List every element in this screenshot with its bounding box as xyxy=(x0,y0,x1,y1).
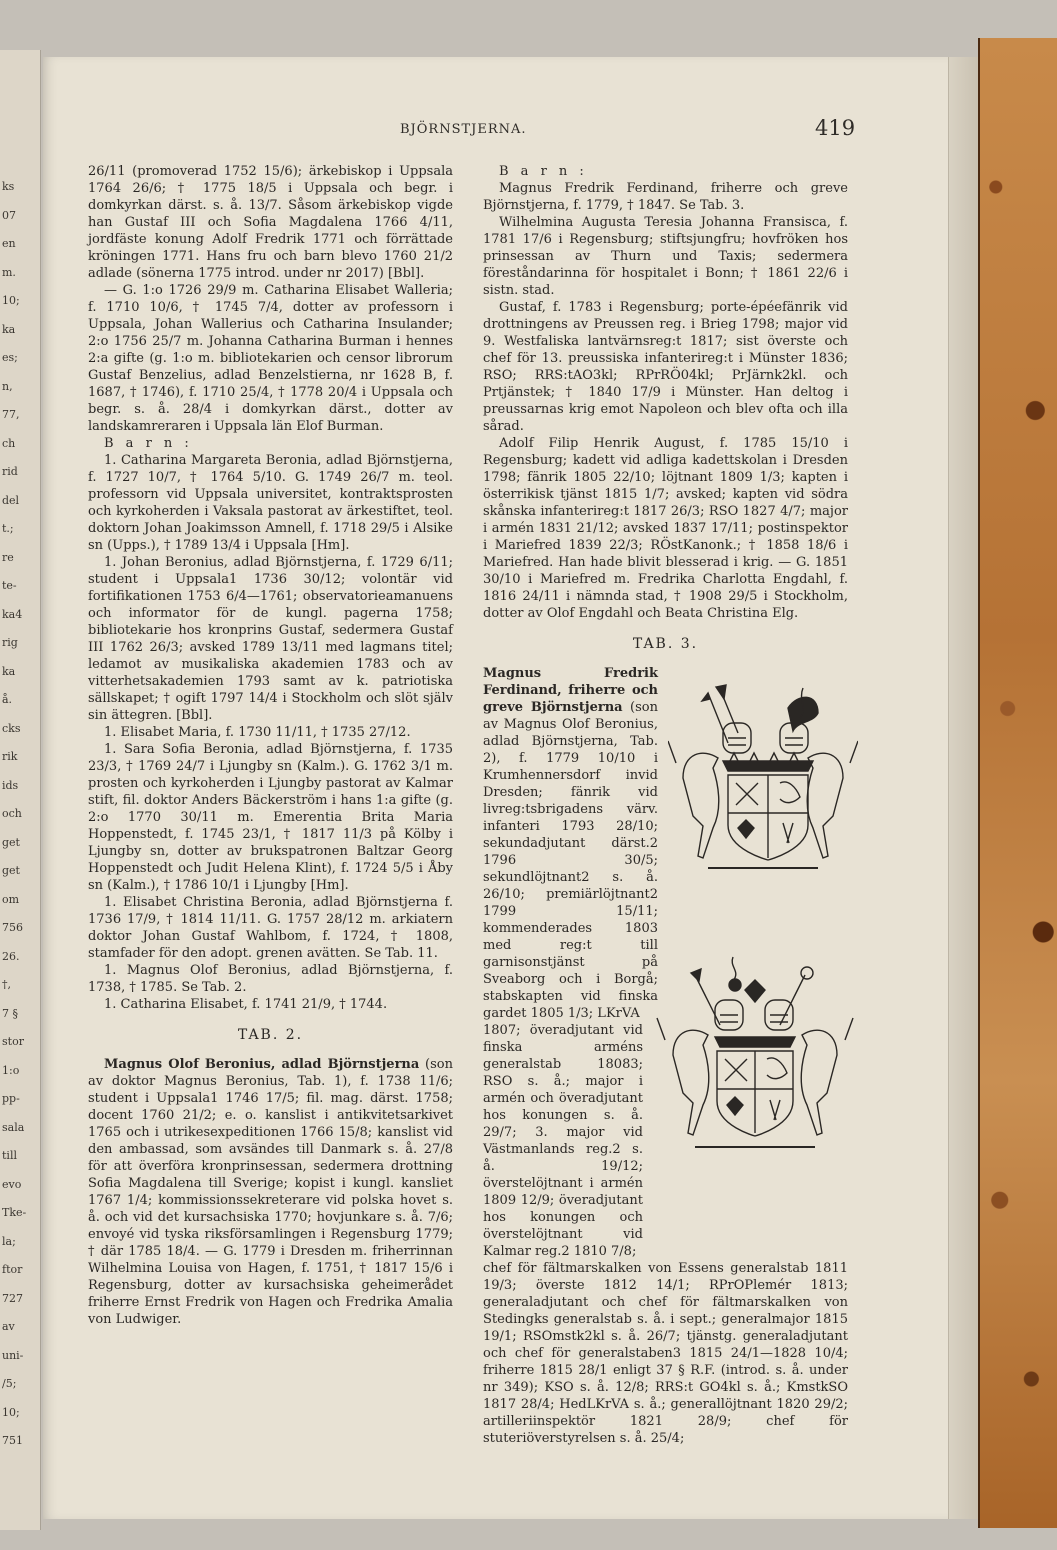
margin-fragment: t.; xyxy=(2,522,14,535)
margin-fragment: 07 xyxy=(2,208,16,222)
tab2-name: Magnus Olof Beronius, adlad Björnstjerna xyxy=(104,1057,420,1072)
margin-fragment: pp- xyxy=(2,1092,20,1105)
previous-page-edge xyxy=(0,50,41,1530)
barn-heading: B a r n : xyxy=(499,164,588,179)
tab2-text: (son av doktor Magnus Beronius, Tab. 1), f. 1738 11/6; student i Uppsala1 1746 17/5; fil. mag. därst. 1758; docent 1760 21/2; e. o. kanslist i antikvitetsarkivet 1765 och i utrikesexpeditionen 1766 15/8; kanslist vid den ambassad, som avsändes till Danmark s. å. 27/8 för att överföra kronprinsessan, sedermera drottning Sofia Magdalena till Sverige; kopist i kungl. kansliet 1767 1/4; kommissionssekreterare vid polska hovet s. å. och vid det kursachsiska 1770; hovjunkare s. å. 7/6; envoyé vid tyska riksförsamlingen i Regensburg 1779; † där 1785 18/4. — G. 1779 i Dresden m. friherrinnan Wilhelmina Louisa von Hagen, f. 1751, † 1817 15/6 i Regensburg, dotter av kursachsiska geheimerådet friherre Ernst Fredrik von Hagen och Fredrika Amalia von Ludwiger. xyxy=(88,1057,453,1327)
margin-fragment: ch xyxy=(2,436,16,450)
margin-fragment: evo xyxy=(2,1177,22,1191)
margin-fragment: sala xyxy=(2,1120,25,1134)
margin-fragment: es; xyxy=(2,351,18,364)
margin-fragment: rig xyxy=(2,636,18,649)
tab3-name: Magnus Fredrik Ferdinand, friherre och greve Björnstjerna xyxy=(483,666,658,715)
paragraph: 1. Elisabet Christina Beronia, adlad Björnstjerna f. 1736 17/9, † 1814 11/11. G. 1757 28/12 m. arkiatern doktor Johan Gustaf Wahlbom, f. 1724, † 1808, stamfader för den adopt. grenen avätten. Se Tab. 11. xyxy=(88,895,453,961)
tab2-heading: TAB. 2. xyxy=(237,1027,304,1043)
paragraph: — G. 1:o 1726 29/9 m. Catharina Elisabet Walleria; f. 1710 10/6, † 1745 7/4, dotter av professorn i Uppsala, Johan Wallerius och Catharina Insulander; 2:o 1756 25/7 m. Johanna Catharina Burman i hennes 2:a gifte (g. 1:o m. bibliotekarien och censor librorum Gustaf Benzelius, adlad Benzelstierna, nr 1628 B, f. 1687, † 1746), f. 1710 25/4, † 1778 20/4 i Uppsala och begr. s. å. 28/4 i domkyrkan därst., dotter av landskamreraren i Uppsala län Elof Burman. xyxy=(88,283,453,434)
margin-fragment: ka xyxy=(2,664,16,678)
margin-fragment: del xyxy=(2,493,20,507)
margin-fragment: ftor xyxy=(2,1263,23,1276)
margin-fragment: get xyxy=(2,864,20,877)
margin-fragment: †, xyxy=(2,978,11,991)
margin-fragment: ka xyxy=(2,322,16,336)
paragraph: 1. Magnus Olof Beronius, adlad Björnstjerna, f. 1738, † 1785. Se Tab. 2. xyxy=(88,963,453,995)
margin-fragment: rik xyxy=(2,750,18,763)
tab2-entry xyxy=(88,1056,453,1328)
margin-fragment: 26. xyxy=(2,949,20,963)
margin-fragment: re xyxy=(2,550,14,564)
running-head: BJÖRNSTJERNA. xyxy=(400,122,527,137)
paragraph: 1. Catharina Elisabet, f. 1741 21/9, † 1744. xyxy=(104,997,388,1012)
paragraph: 1. Johan Beronius, adlad Björnstjerna, f. 1729 6/11; student i Uppsala1 1736 30/12; volontär vid fortifikationen 1753 6/4—1761; observatorieamanuens och informator för de kungl. pagerna 1758; bibliotekarie hos kronprins Gustaf, sedermera Gustaf III 1762 26/3; avsked 1789 13/11 med lagmans titel; ledamot av musikaliska akademien 1783 och av vitterhetsakademien 1793 samt av k. patriotiska sällskapet; † ogift 1797 14/4 i Stockholm och slöt själv sin ättegren. [Bbl]. xyxy=(88,555,453,723)
coat-of-arms-icon xyxy=(668,683,858,883)
margin-fragment: rid xyxy=(2,465,18,478)
margin-fragment: av xyxy=(2,1320,15,1333)
tab3-entry xyxy=(483,665,658,1022)
margin-fragment: Tke- xyxy=(2,1206,27,1219)
page-block-edge xyxy=(948,57,979,1519)
margin-fragment: 756 xyxy=(2,921,23,934)
barn-heading: B a r n : xyxy=(104,436,193,451)
margin-fragment: 751 xyxy=(2,1434,23,1447)
left-column xyxy=(88,163,453,1328)
margin-fragment: cks xyxy=(2,721,21,735)
margin-fragment: till xyxy=(2,1149,17,1162)
paragraph: Gustaf, f. 1783 i Regensburg; porte-épéefänrik vid drottningens av Preussen reg. i Brieg 1798; major vid 9. Westfaliska lantvärnsreg:t 1817; sist överste och chef för 13. preussiska infanterireg:t i Münster 1836; RSO; RRS:tAO3kl; RPrRÖ04kl; PrJärnk2kl. och Prtjänstek; † 1840 17/9 i Münster. Han deltog i preussarnas krig emot Napoleon och blev ofta och illa sårad. xyxy=(483,300,848,434)
paragraph: 1. Elisabet Maria, f. 1730 11/11, † 1735 27/12. xyxy=(104,725,411,740)
margin-fragment: stor xyxy=(2,1035,24,1048)
page-number: 419 xyxy=(815,116,856,140)
paragraph: 26/11 (promoverad 1752 15/6); ärkebiskop i Uppsala 1764 26/6; † 1775 18/5 i Uppsala och begr. i domkyrkan därst. s. å. 13/7. Såsom ärkebiskop vigde han Gustaf III och Sofia Magdalena 1766 4/11, jordfäste konung Adolf Fredrik 1771 och förrättade kröningen 1771. Hans fru och barn blevo 1760 21/2 adlade (sönerna 1775 introd. under nr 2017) [Bbl]. xyxy=(88,164,453,281)
margin-fragment: m. xyxy=(2,265,16,279)
paragraph: Wilhelmina Augusta Teresia Johanna Fransisca, f. 1781 17/6 i Regensburg; stiftsjungfru; hovfröken hos prinsessan av Thurn und Taxis; sedermera föreståndarinna för hospitalet i Bonn; † 1861 22/6 i sistn. stad. xyxy=(483,215,848,298)
margin-fragment: get xyxy=(2,835,20,849)
tab3-wrap2: 1807; överadjutant vid finska arméns generalstab 18083; RSO s. å.; major i armén och överadjutant hos konungen s. å. 29/7; 3. major vid Västmanlands reg.2 s. å. 19/12; överstelöjtnant i armén 1809 12/9; överadjutant hos konungen och överstelöjtnant vid Kalmar reg.2 1810 7/8; xyxy=(483,1023,643,1259)
margin-fragment: 10; xyxy=(2,294,20,307)
margin-fragment: ids xyxy=(2,778,19,792)
coat-of-arms-icon xyxy=(655,955,855,1160)
tab3-full: chef för fältmarskalken von Essens generalstab 1811 19/3; överste 1812 14/1; RPrOPlemér 1813; generaladjutant och chef för fältmarskalken von Stedingks generalstab s. å. i sept.; generalmajor 1815 19/1; RSOmstk2kl s. å. 26/7; tjänstg. generaladjutant och chef för generalstaben3 1815 24/1—1828 10/4; friherre 1815 28/1 enligt 37 § R.F. (introd. s. å. under nr 349); KSO s. å. 12/8; RRS:t GO4kl s. å.; KmstkSO 1817 28/4; HedLKrVA s. å.; generallöjtnant 1820 29/2; artilleriinspektör 1821 28/9; chef för stuteriöverstyrelsen s. å. 25/4; xyxy=(483,1261,848,1446)
paragraph: 1. Catharina Margareta Beronia, adlad Björnstjerna, f. 1727 10/7, † 1764 5/10. G. 1749 26/7 m. teol. professorn vid Uppsala universitet, kontraktsprosten och kyrkoherden i Vaksala pastorat av ärkestiftet, teol. doktorn Johan Joakimsson Amnell, f. 1718 29/5 i Alsike sn (Upps.), † 1789 13/4 i Uppsala [Hm]. xyxy=(88,453,453,553)
paragraph: 1. Sara Sofia Beronia, adlad Björnstjerna, f. 1735 23/3, † 1769 24/7 i Ljungby sn (Kalm.). G. 1762 3/1 m. prosten och kyrkoherden i Ljungby pastorat av Kalmar stift, fil. doktor Anders Bäckerström i hans 1:a gifte (g. 2:o 1770 30/11 m. Emerentia Brita Maria Hoppenstedt, f. 1745 23/1, † 1817 11/3 på Kölby i Ljungby sn, dotter av brukspatronen Baltzar Georg Hoppenstedt och Judit Helena Klint), f. 1724 5/5 i Åby sn (Kalm.), † 1786 10/1 i Ljungby [Hm]. xyxy=(88,742,453,893)
paragraph: Magnus Fredrik Ferdinand, friherre och greve Björnstjerna, f. 1779, † 1847. Se Tab. 3. xyxy=(483,181,848,213)
margin-fragment: ka4 xyxy=(2,607,23,621)
margin-fragment: å. xyxy=(2,693,13,706)
marbled-cover xyxy=(978,38,1057,1528)
margin-fragment: och xyxy=(2,807,22,820)
margin-fragment: n, xyxy=(2,379,13,393)
tab3-heading: TAB. 3. xyxy=(632,636,699,652)
margin-fragment: uni- xyxy=(2,1348,24,1362)
tab3-wrap1: (son av Magnus Olof Beronius, adlad Björnstjerna, Tab. 2), f. 1779 10/10 i Krumhennersdorf invid Dresden; fänrik vid livreg:tsbrigadens värv. infanteri 1793 28/10; sekundadjutant därst.2 1796 30/5; sekundlöjtnant2 s. å. 26/10; premiärlöjtnant2 1799 15/11; kommenderades 1803 med reg:t till garnisonstjänst på Sveaborg och i Borgå; stabskapten vid finska gardet 1805 1/3; LKrVA xyxy=(483,700,658,1021)
margin-fragment: 77, xyxy=(2,408,20,421)
paragraph: Adolf Filip Henrik August, f. 1785 15/10 i Regensburg; kadett vid adliga kadettskolan i Dresden 1798; fänrik 1805 22/10; löjtnant 1809 1/3; kapten i österrikisk tjänst 1815 1/7; avsked; kapten vid södra skånska infanterireg:t 1817 26/3; RSO 1827 4/7; major i armén 1831 21/12; avsked 1837 17/11; postinspektor i Mariefred 1839 22/3; RÖstKanonk.; † 1858 18/6 i Mariefred. Han hade blivit blesserad i krig. — G. 1851 30/10 i Mariefred m. Fredrika Charlotta Engdahl, f. 1816 24/11 i nämnda stad, † 1908 29/5 i Stockholm, dotter av Olof Engdahl och Beata Christina Elg. xyxy=(483,436,848,621)
margin-fragment: om xyxy=(2,892,20,906)
margin-fragment: 1:o xyxy=(2,1063,20,1077)
margin-fragment: te- xyxy=(2,579,17,592)
margin-fragment: 10; xyxy=(2,1405,20,1419)
margin-fragment: 727 xyxy=(2,1291,23,1305)
margin-fragment: en xyxy=(2,237,16,250)
margin-fragment: /5; xyxy=(2,1377,17,1390)
margin-fragment: ks xyxy=(2,180,15,193)
margin-fragment: 7 § xyxy=(2,1006,18,1020)
margin-fragment: la; xyxy=(2,1234,16,1248)
